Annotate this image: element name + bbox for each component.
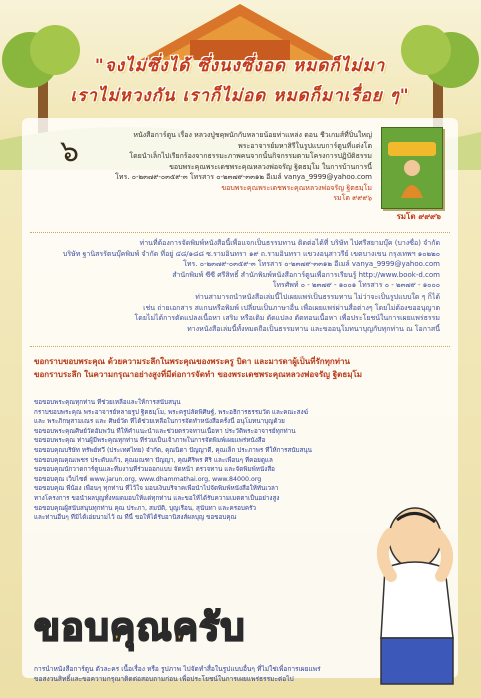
publisher-info [40,238,440,291]
big-thank-you-title: ขอบคุณครับ [34,605,246,649]
thanks-list-item: และท่านอื่นๆ ที่มิได้เอ่ยนามไว้ ณ ที่นี้ ขอให้ได้รับอานิสงส์ผลบุญ ขอขอบคุณ [34,514,237,522]
thanks-list-item: กราบขอบพระคุณ พระอาจารย์หลายรูป ฐิตธมฺโม, พระครูปลัดพิศิษฐ์, พระอธิการธรรมวัด และคณะสงฆ์ [34,408,309,416]
headline-line-2: เราไม่หวงกัน เราก็ไม่อด หมดก็มาเรื่อย ๆ" [70,86,410,106]
intro-line: ขอบพระคุณพระเดชพระคุณหลวงพ่อจรัญ ฐิตธมฺโม [221,183,372,192]
thanks-list-item: ขอขอบคุณ เว็บไซต์ www.jarun.org, www.dhammathai.org, www.84000.org [34,475,262,483]
temple-roof-illustration [120,0,360,60]
intro-line: โทร. ๐-๒๓๗๙-๐๓๕๙-๓ โทรสาร ๐-๒๓๗๙-๓๓๑๒ อีเมล์ vanya_9999@yahoo.com [115,173,372,181]
footer-line: ขอสงวนสิทธิ์และขอความกรุณาติดต่อสอบถามก่อน เพื่อประโยชน์ในการเผยแพร่ธรรมะต่อไป [34,675,294,683]
thanks-list-item: ขอขอบพระคุณศิษย์วัดอัมพวัน ที่ให้คำแนะนำและช่วยตรวจทานเนื้อหา ประวัติพระอาจารย์ทุกท่าน [34,427,296,435]
thanks-list-item: และ พระภิกษุสามเณร และ ศิษย์วัด ที่ได้ช่วยเหลือในการจัดทำหนังสือครั้งนี้ อนุโมทนาบุญด้วย [34,418,285,426]
divider [30,232,450,233]
intro-line: รมโต ๙๙๙๖ [333,194,372,202]
thanks-heading-line: ขอกราบขอบพระคุณ ด้วยความระลึกในพระคุณของพระครู บิดา และมารดาผู้เป็นที่รักทุกท่าน [34,357,350,366]
thanks-list-item: ขอขอบคุณคุณเพชร ประดับแก้ว, คุณมณฑา ปัญญา, คุณศิริพร ศิริ และเพื่อนๆ ที่คอยดูแล [34,456,273,464]
book-caption: รมโต ๙๙๙๖ [396,212,441,221]
publisher-line: โทร. ๐-๒๓๗๙-๐๓๕๙-๓ โทรสาร ๐-๒๓๗๙-๓๓๑๒ อีเมล์ vanya_9999@yahoo.com [183,260,440,268]
intro-line: โดยนำเล็กไปเรียกร้องจากธรรมะภาพคนจากนั้นกิจกรรมตามโครงการปฏิบัติธรรม [129,152,372,160]
thanks-list-item: ทางโครงการ ขอนำผลบุญทั้งหมดมอบให้แด่ทุกท่าน และขอให้ได้รับความเมตตาเป็นอย่างสูง [34,494,280,502]
publisher-line: ท่านที่ต้องการจัดพิมพ์หนังสือนี้เพื่อแจกเป็นธรรมทาน ติดต่อได้ที่ บริษัท ไปศรีสยามบุ๊ค (บางซื่อ) จำกัด [139,239,440,247]
intro-line: พระอาจารย์มหาสิรีในรูปแบบการ์ตูนที่แต่งโต [238,141,372,150]
intro-line: ขอบพระคุณพระเดชพระคุณหลวงพ่อจรัญ ฐิตธมฺโม ในการบ้านการนี้ [169,162,372,171]
intro-text [90,130,372,204]
notice-text [40,292,440,334]
intro-line: หนังสือการ์ตูน เรื่อง หลวงปู่ชคุพนักกับหลายน้อยท่าแหล่ง ตอน ชีวเกมส์ที่ปิ่นใหญ่ [133,131,372,139]
section-number: ๖ [60,134,80,169]
thanks-heading [34,356,454,381]
thanks-list-item: ขอขอบพระคุณทุกท่าน ที่ช่วยเหลือและให้การสนับสนุน [34,399,181,406]
thanks-list-item: ขอขอบคุณบริษัท ทรัพย์ทวี (ประเทศไทย) จำกัด, คุณนิดา ปัญญาดี, คุณเล็ก ประภาพร ที่ให้การสนับสนุน [34,446,312,454]
thanks-heading-line: ขอกราบระลึก ในความกรุณาอย่างสูงที่มีต่อการจัดทำ ของพระเดชพระคุณหลวงพ่อจรัญ ฐิตธมฺโม [34,369,363,379]
publisher-line: โทรศัพท์ ๐ - ๒๓๗๙ - ๑๐๐๑ โทรสาร ๐ - ๒๓๗๙ - ๑๐๐๐ [272,281,440,289]
notice-line: เช่น ถ่ายเอกสาร สแกนหรือพิมพ์ เปลี่ยนเป็นภาษาอื่น เพื่อเผยแพร่ผ่านสื่อต่างๆ โดยไม่ต้องขออนุญาต [143,303,440,312]
bowing-man-illustration [345,498,475,688]
publisher-line: บริษัท ฐานิสรรัตนบุ๊คพิมพ์ จำกัด ที่อยู่ ๔๘/๑๘๘ ซ.รามอินทรา ๑๙ ถ.รามอินทรา แขวงอนุสาวรีย์ เขตบางเขน กรุงเทพฯ ๑๐๒๒๐ [62,249,440,258]
headline-line-1: "จงไม่ซึ่งได้ ซึ่งนงซึ่งอด หมดก็ไม่มา [94,56,386,76]
divider [30,346,450,347]
footer-text [34,664,464,684]
publisher-line: สำนักพิมพ์ ซีซี ศรีสิทธิ์ สำนักพิมพ์หนังสือการ์ตูนเพื่อการเรียนรู้ http://www.book-d.com [172,270,440,279]
notice-line: ทางหนังสือเล่มนี้ทั้งหมดถือเป็นธรรมทาน และขออนุโมทนาบุญกับทุกท่าน ณ โอกาสนี้ [187,324,440,333]
footer-line: การนำหนังสือการ์ตูน ตัวละคร เนื้อเรื่อง หรือ รูปภาพ ไปจัดทำสื่อในรูปแบบอื่นๆ ที่ไม่ใช่เพื่อการเผยแพร่ [34,665,321,673]
thanks-list-item: ขอขอบคุณนักวาดการ์ตูนและทีมงานที่ร่วมออกแบบ จัดหน้า ตรวจทาน และจัดพิมพ์หนังสือ [34,466,275,474]
thanks-list-item: ขอขอบพระคุณ ท่านผู้มีพระคุณทุกท่าน ที่ร่วมเป็นเจ้าภาพในการจัดพิมพ์เผยแพร่หนังสือ [34,437,266,445]
book-cover-image [381,127,443,209]
monk-illustration [397,158,427,198]
notice-line: ท่านสามารถนำหนังสือเล่มนี้ไปเผยแพร่เป็นธรรมทาน ไม่ว่าจะเป็นรูปแบบใด ๆ ก็ได้ [195,293,440,301]
thanks-list-item: ขอขอบคุณ พี่น้อง เพื่อนๆ ทุกท่าน ที่ไว้ใจ มอบเงินบริจาคเพื่อนำไปจัดพิมพ์หนังสือให้ทันเวลา [34,485,279,493]
thanks-list-item: ขอขอบคุณผู้สนับสนุนทุกท่าน คุณ ประภา, สมบัติ, บุญเรือน, สุนันทา และครอบครัว [34,504,256,512]
thanks-list [34,398,389,523]
notice-line: โดยไม่ได้การตัดแปลงเนื้อหา เสริม หรือเติม ดัดแปลง ตัดทอนเนื้อหา เพื่อประโยชน์ในการเผยแพร่ธรรม [134,314,440,322]
